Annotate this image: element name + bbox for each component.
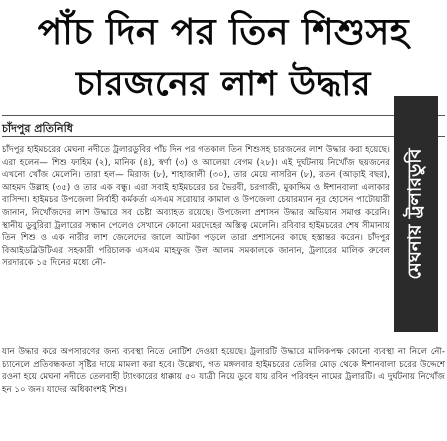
- side-label-box: [394, 96, 438, 332]
- article-body-column: চাঁদপুর হাইমচরের মেঘনা নদীতে ট্রলারডুবির পাঁচ দিন পর গতকাল তিন শিশুসহ চারজনের লাশ উদ্ধার করা হয়েছে। এরা হলেন— শিশু ফাহিম (২), মানিক (৪), স্বর্ণা (৩) ও আলেয়া বেগম (২৮)। এই দুর্ঘটনায় নিখোঁজ ছয়জনের এখনো খোঁজ মেলেনি। তারা হল— মিরাজ (৮), শাহাজালী (৩০), তার মেয়ে নাসরিন (৮), রতন (আড়াই বছর), আহমদ উল্লাহ (৩৫) ও তার এক বন্ধু। এরা সবাই হাইমচরের চর ভৈরবী, চরগাজী, মুকাদ্দিম ও ঈশানবালা এলাকার বাসিন্দা। হাইমচর উপজেলা নির্বাহী কর্মকর্তা এসএম সরোয়ার কামাল ও উপজেলা চেয়ারম্যান নূর হোসেন পাটোয়ারী জানান, নিখোঁজদের লাশ উদ্ধারে সব চেষ্টা অব্যাহত রয়েছে। উপজেলা প্রশাসন উদ্ধার অভিযান সমাপ্ত করেনি। স্থানীয় ডুবুরিরা ট্রলারের সন্ধান পেলেও সেখানে কোনো মরদেহের অস্তিত্ব মেলেনি। রবিবার হাইমচরের শেষ সীমানায় তিন শিশু ও এক নারীর লাশ জেলেদের জালে আটকা পড়লে তারা প্রশাসনের কাছে হস্তান্তর করেন। চাঁদপুর বিআইডব্লিউটিএর সহকারী পরিচালক এসএম মাহফুজ উল আলম সমকালকে জানান, ট্রলারের মালিক রুবেল সরদারকে ১৫ দিনের মধ্যে নৌ-: [2, 145, 390, 269]
- divider-top: [2, 115, 445, 116]
- side-label-text: মেঘনায় ট্রলারডুবি: [404, 148, 426, 280]
- divider-byline: [2, 136, 445, 137]
- byline: চাঁদপুর প্রতিনিধি: [2, 122, 73, 135]
- headline-line-2: চারজনের লাশ উদ্ধার: [76, 64, 371, 104]
- headline-line-1: পাঁচ দিন পর তিন শিশুসহ: [37, 12, 410, 53]
- article-body-continuation: যান উদ্ধার করে অপসারণের জন্য ব্যবস্থা নিতে নোটিশ দেওয়া হয়েছে। ট্রলারটি উদ্ধারে মালিকপক্ষ কোনো ব্যবস্থা না নিলে নৌ-চ্যানেলে প্রতিবন্ধকতা সৃষ্টির দায়ে মামলা করা হবে। উল্লেখ্য, গত মঙ্গলবার হাইমচরের তেলির মোড় থেকে ঈশানবালা চরের উদ্দেশে রওনা হয়ে মেঘনা নদীতে তেলবাহী ট্যাংকারের ধাক্কায় ৫০ যাত্রী নিয়ে ডুবে যায় রবিন পরিবহন নামের ট্রলারটি। এ দুর্ঘটনায় নিখোঁজ হন ১০ জন। যাদের অধিকাংশই শিশু।: [2, 347, 445, 395]
